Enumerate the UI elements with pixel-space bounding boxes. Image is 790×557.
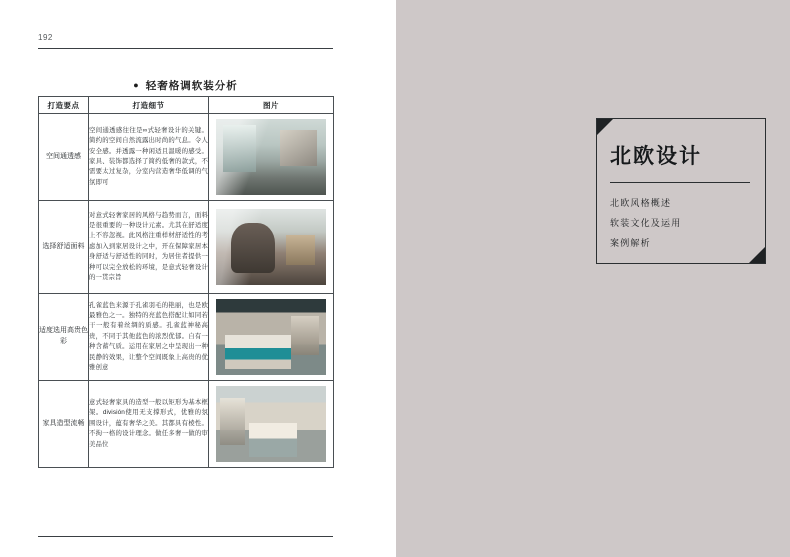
- page-number: 192: [38, 33, 53, 42]
- row-detail: 对意式轻奢家居的风格与趋势而言，面料是很重要的一种设计元素。尤其在舒适度上不容忽视。此风格注重样材舒适性的考虑加入到家居设计之中，开在保障家居本身舒适与舒适性的同时，为居住者提供一种可以完全放松的环境，是意式轻奢设计的一贯宗旨: [89, 201, 209, 294]
- chapter-item-cases: 案例解析: [610, 238, 651, 248]
- bedroom-blue-photo: [216, 299, 326, 375]
- table-row: [39, 114, 334, 201]
- row-point: 适度选用高贵色彩: [39, 294, 89, 381]
- footer-divider: [38, 536, 333, 537]
- row-detail: 意式轻奢家具的造型一般以矩形为基本框架。división使用无支撑形式，优雅的氛围设计，蕴有奢华之美。其都具有棱性。不拘一格的设计理念。做任多奢一做的审美品位: [89, 381, 209, 468]
- living-room-photo: [216, 119, 326, 195]
- table-title-text: 轻奢格调软装分析: [145, 80, 238, 92]
- table-header-row: [39, 97, 334, 114]
- column-header-image: 图片: [209, 97, 334, 114]
- row-detail: 孔雀蓝色来源于孔雀羽毛的艳丽，也是欧最雅色之一。独特的亮蓝色搭配让如同若干一般有着丝绸的质感。孔雀蓝神秘高贵，不同于其他蓝色的浓烈优郁。自有一种含蓄气质。运用在家居之中呈现出一种民静的效果，让整个空间既象上高贵的优雅创意: [89, 294, 209, 381]
- armchair-photo: [216, 209, 326, 285]
- bedroom-beige-photo: [216, 386, 326, 462]
- row-point: 空间通透感: [39, 114, 89, 201]
- corner-triangle-bottom-right-icon: [749, 247, 765, 263]
- row-detail: 空间通透感往往是∞式轻奢设计的关键。简约的空间自然流露出时尚的气息。令人安全感。并透露一种闲适且温暖的感受。家具、装饰都选择了简约低奢的款式，不需要太过复杂，分室内营造奢华低调的气氛即可: [89, 114, 209, 201]
- row-point: 选择舒适面料: [39, 201, 89, 294]
- row-image-cell: [209, 201, 334, 294]
- chapter-item-culture: 软装文化及运用: [610, 218, 682, 228]
- row-image-cell: [209, 294, 334, 381]
- table-row: [39, 381, 334, 468]
- row-image-cell: [209, 381, 334, 468]
- column-header-detail: 打造细节: [89, 97, 209, 114]
- table-row: [39, 294, 334, 381]
- row-image-cell: [209, 114, 334, 201]
- row-point: 家具造型流畅: [39, 381, 89, 468]
- bullet-icon: ●: [133, 80, 140, 90]
- table-row: [39, 201, 334, 294]
- chapter-title: 北欧设计: [610, 145, 702, 168]
- chapter-divider: [610, 182, 750, 183]
- header-divider: [38, 48, 333, 49]
- column-header-point: 打造要点: [39, 97, 89, 114]
- soft-furnishing-table: [38, 96, 334, 468]
- table-title: [38, 78, 333, 93]
- corner-triangle-top-left-icon: [597, 119, 613, 135]
- right-page: [396, 0, 790, 557]
- chapter-item-overview: 北欧风格概述: [610, 198, 672, 208]
